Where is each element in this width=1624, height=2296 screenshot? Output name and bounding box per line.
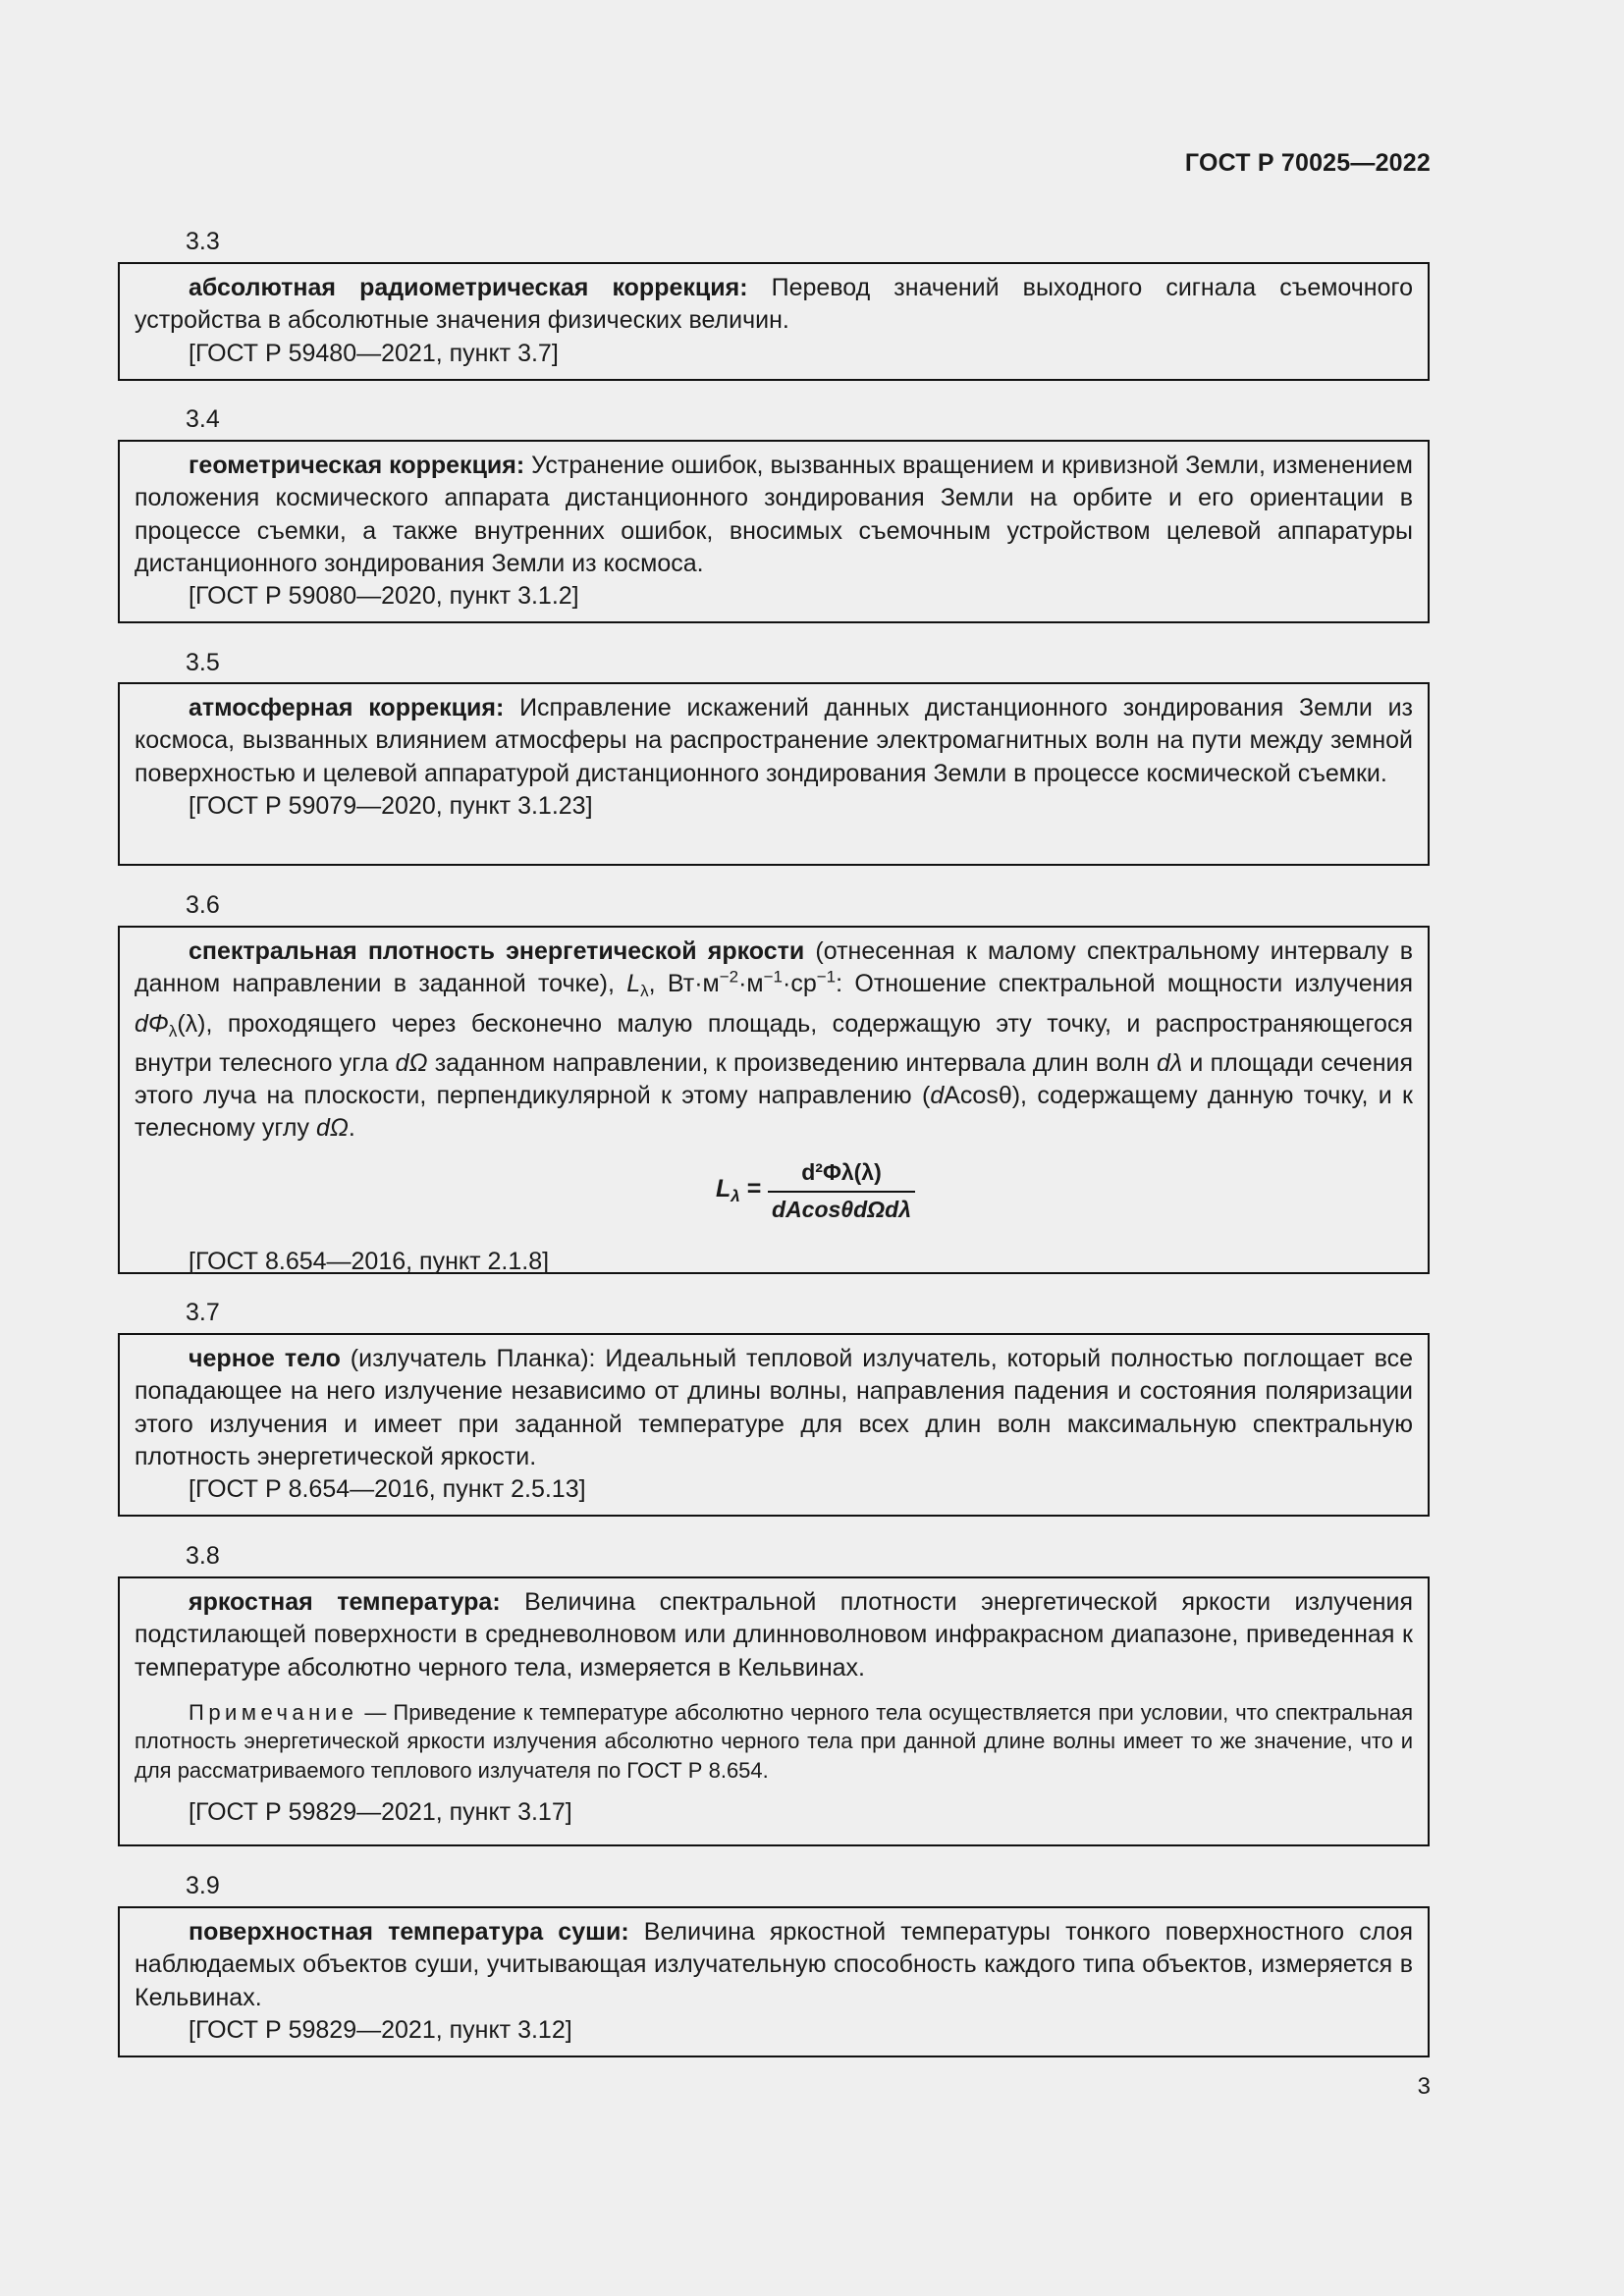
reference: [ГОСТ Р 8.654—2016, пункт 2.5.13]	[189, 1475, 586, 1504]
definition-box	[118, 1576, 1430, 1846]
definition-box	[118, 926, 1430, 1274]
definition-box	[118, 1333, 1430, 1517]
reference: [ГОСТ Р 59829—2021, пункт 3.17]	[189, 1798, 572, 1827]
document-header: ГОСТ Р 70025—2022	[1184, 149, 1431, 177]
definition: (излучатель Планка): Идеальный тепловой излучатель, который полностью поглощает все попадающее на него излучение независимо от длины волны, направления падения и состояния поляризации этого излучения и имеет при заданной температуре для всех длин волн максимальную спектральную плотность энергетической яркости.	[135, 1345, 1413, 1470]
page-number: 3	[1417, 2073, 1431, 2100]
reference: [ГОСТ Р 59829—2021, пункт 3.12]	[189, 2015, 572, 2044]
symbol-dphi: dΦ	[135, 1009, 169, 1038]
entry-number: 3.7	[186, 1299, 220, 1326]
definition: Перевод значений выходного сигнала съемочного устройства в абсолютные значения физических величин.	[135, 274, 1413, 335]
definition: .	[348, 1114, 355, 1143]
symbol-domega: dΩ	[395, 1048, 428, 1077]
definition-text	[135, 1916, 1413, 2014]
reference: [ГОСТ Р 59079—2020, пункт 3.1.23]	[189, 791, 593, 820]
definition: ·м	[738, 970, 764, 998]
formula-denominator: dAcosθdΩdλ	[772, 1196, 911, 1222]
definition-text	[135, 450, 1413, 580]
term: черное тело	[189, 1345, 341, 1372]
exponent: −2	[719, 967, 739, 987]
definition-text	[135, 935, 1413, 1146]
exponent: −1	[763, 967, 784, 987]
note	[135, 1698, 1413, 1786]
definition-text	[135, 1586, 1413, 1684]
term: геометрическая коррекция:	[189, 452, 525, 479]
definition: , Вт·м	[648, 970, 720, 998]
note-text: — Приведение к температуре абсолютно черного тела осуществляется при условии, что спектральная плотность энергетической яркости излучения абсолютно черного тела при данной длине волны имеет то же значение, что и для рассматриваемого теплового излучателя по ГОСТ Р 8.654.	[135, 1699, 1413, 1783]
definition: Устранение ошибок, вызванных вращением и кривизной Земли, изменением положения космического аппарата дистанционного зондирования Земли на орбите и его ориентации в процессе съемки, а также внутренних ошибок, вносимых съемочным устройством целевой аппаратуры дистанционного зондирования Земли из космоса.	[135, 452, 1413, 577]
definition-text	[135, 272, 1413, 338]
formula-lhs: $L_\lambda$ =	[716, 1174, 762, 1205]
entry-number: 3.4	[186, 405, 220, 433]
symbol-d: d	[930, 1082, 945, 1110]
definition: (отнесенная к малому спектральному интервалу в данном направлении в заданной точке),	[135, 937, 1413, 998]
symbol-domega: dΩ	[315, 1114, 349, 1143]
definition-box	[118, 1906, 1430, 2057]
symbol-L: L	[626, 970, 641, 998]
definition: Величина спектральной плотности энергетической яркости излучения подстилающей поверхности в средневолновом или длинноволновом инфракрасном диапазоне, приведенная к температуре абсолютно черного тела, измеряется в Кельвинах.	[135, 1588, 1413, 1682]
entry-number: 3.8	[186, 1542, 220, 1570]
term: яркостная температура:	[189, 1588, 501, 1616]
definition: Исправление искажений данных дистанционного зондирования Земли из космоса, вызванных влиянием атмосферы на распространение электромагнитных волн на пути между земной поверхностью и целевой аппаратурой дистанционного зондирования Земли в процессе космической съемки.	[135, 694, 1413, 787]
reference: [ГОСТ Р 59080—2020, пункт 3.1.2]	[189, 582, 579, 611]
entry-number: 3.9	[186, 1872, 220, 1899]
formula-fraction	[768, 1155, 915, 1224]
reference: [ГОСТ Р 59480—2021, пункт 3.7]	[189, 339, 559, 367]
entry-number: 3.5	[186, 649, 220, 676]
definition: : Отношение спектральной мощности излучения	[836, 970, 1413, 998]
definition: ·ср	[783, 970, 817, 998]
subscript-lambda: λ	[168, 1021, 178, 1041]
entry-number: 3.6	[186, 891, 220, 919]
term: поверхностная температура суши:	[189, 1918, 629, 1946]
symbol-dlambda: dλ	[1156, 1048, 1183, 1077]
subscript-lambda: λ	[640, 982, 649, 1001]
definition: и площади сечения этого луча на плоскости, перпендикулярной к этому направлению (	[135, 1048, 1413, 1110]
definition-box	[118, 682, 1430, 866]
definition: (λ), проходящего через бесконечно малую площадь, содержащую эту точку, и распространяющегося внутри телесного угла	[135, 1009, 1413, 1077]
entry-number: 3.3	[186, 228, 220, 255]
definition-text	[135, 692, 1413, 790]
note-label: Примечание	[189, 1699, 358, 1725]
reference: [ГОСТ 8.654—2016, пункт 2.1.8]	[189, 1247, 550, 1275]
definition: заданном направлении, к произведению интервала длин волн	[427, 1048, 1157, 1077]
exponent: −1	[816, 967, 837, 987]
definition-text	[135, 1343, 1413, 1473]
definition-box	[118, 440, 1430, 623]
definition-box	[118, 262, 1430, 381]
definition: Величина яркостной температуры тонкого поверхностного слоя наблюдаемых объектов суши, учитывающая излучательную способность каждого типа объектов, измеряется в Кельвинах.	[135, 1918, 1414, 2011]
term: спектральная плотность энергетической яркости	[189, 937, 805, 965]
fraction-bar	[768, 1191, 915, 1193]
formula	[135, 1155, 1413, 1232]
definition: Acosθ), содержащему данную точку, и к телесному углу	[135, 1082, 1413, 1143]
formula-numerator: d²Φλ(λ)	[801, 1158, 882, 1185]
term: атмосферная коррекция:	[189, 694, 505, 721]
term: абсолютная радиометрическая коррекция:	[189, 274, 748, 301]
